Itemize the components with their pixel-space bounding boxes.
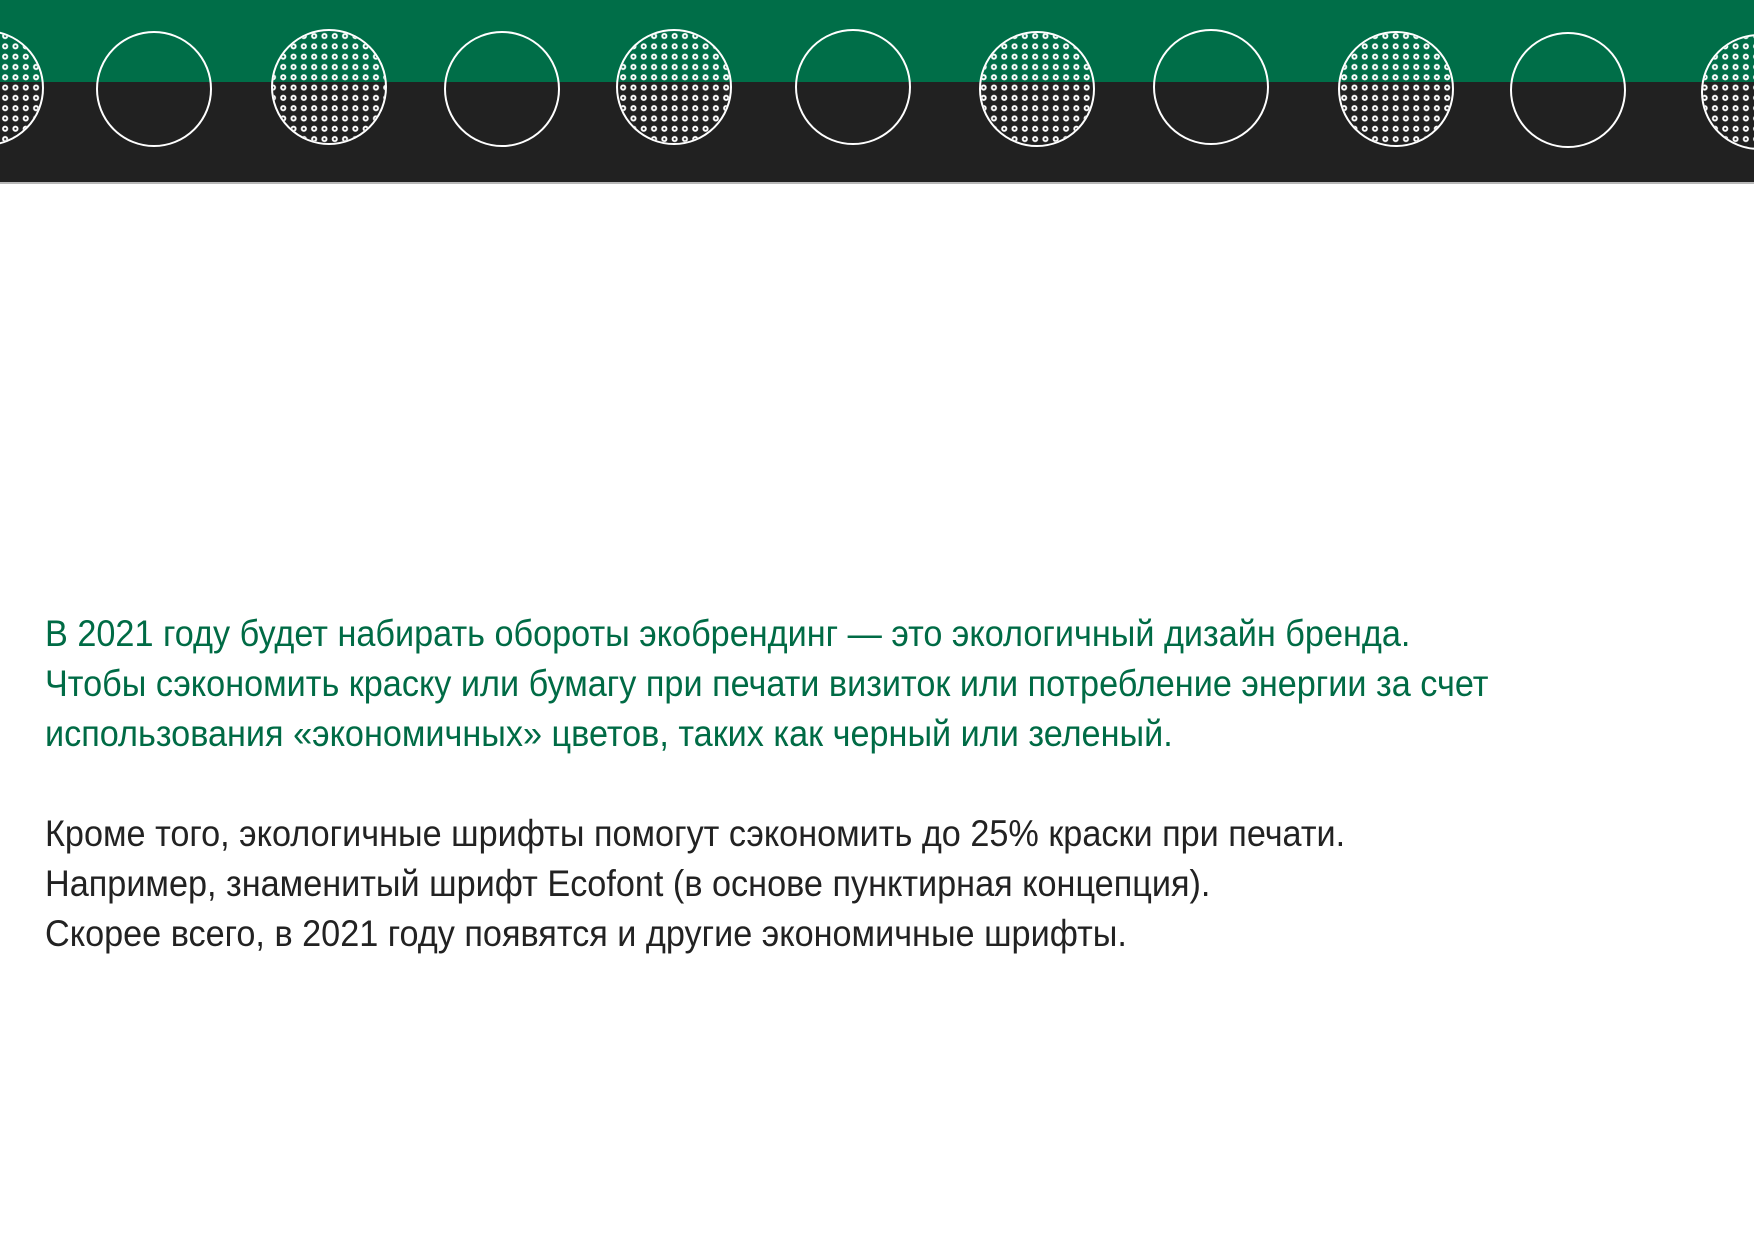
body-line-1: Кроме того, экологичные шрифты помогут сэкономить до 25% краски при печати. — [45, 813, 1346, 854]
dot-fill — [0, 32, 42, 144]
circle-pattern — [0, 0, 1754, 182]
decorative-header-band — [0, 0, 1754, 182]
body-line-2: Например, знаменитый шрифт Ecofont (в основе пунктирная концепция). — [45, 863, 1211, 904]
intro-line-3: использования «экономичных» цветов, таких как черный или зеленый. — [45, 713, 1173, 754]
outline-circle-icon — [1511, 33, 1625, 147]
dot-fill — [981, 33, 1093, 145]
intro-paragraph — [45, 609, 1488, 759]
header-divider — [0, 182, 1754, 184]
intro-line-2: Чтобы сэкономить краску или бумагу при печати визиток или потребление энергии за счет — [45, 663, 1489, 704]
intro-line-1: В 2021 году будет набирать обороты экобрендинг — это экологичный дизайн бренда. — [45, 613, 1411, 654]
dot-fill — [1340, 33, 1452, 145]
outline-circle-icon — [1154, 30, 1268, 144]
outline-circle-icon — [97, 32, 211, 146]
body-paragraph — [45, 809, 1345, 959]
body-line-3: Скорее всего, в 2021 году появятся и другие экономичные шрифты. — [45, 913, 1127, 954]
outline-circle-icon — [796, 30, 910, 144]
dot-fill — [273, 31, 385, 143]
dot-fill — [618, 31, 730, 143]
dot-fill — [1703, 36, 1754, 148]
outline-circle-icon — [445, 32, 559, 146]
